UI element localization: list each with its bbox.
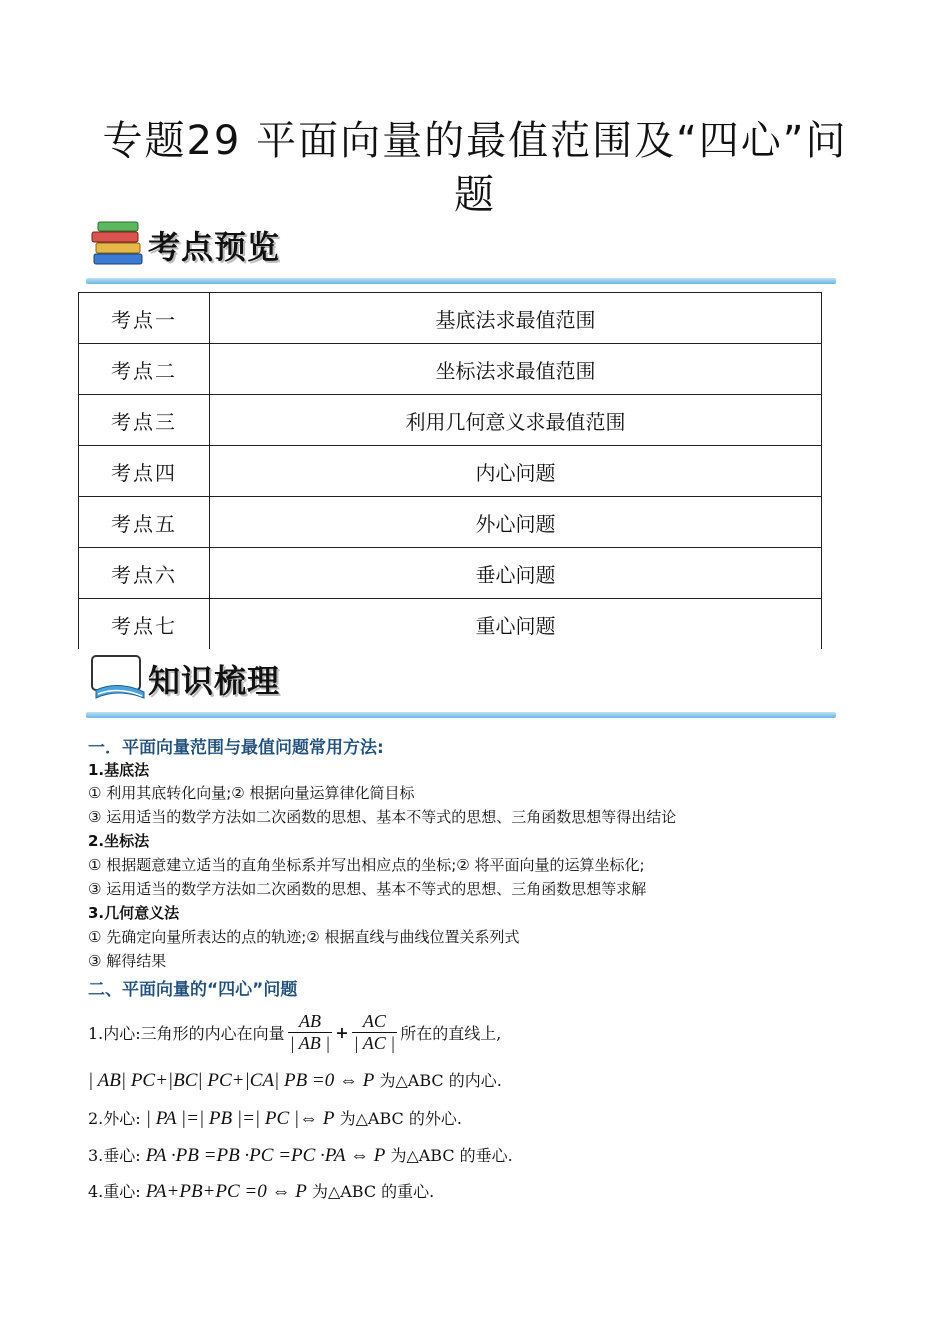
banner-knowledge bbox=[86, 648, 836, 718]
method-title-coordinate: 2.坐标法 bbox=[88, 832, 150, 850]
plus-sign: + bbox=[335, 1022, 349, 1042]
orthocenter-tail: 为△ABC 的垂心. bbox=[390, 1146, 513, 1165]
banner-knowledge-rule bbox=[86, 712, 836, 718]
fraction-ac-num: AC bbox=[352, 1011, 398, 1033]
banner-overview-rule bbox=[86, 278, 836, 284]
method-title-basis: 1.基底法 bbox=[88, 761, 150, 779]
incenter-equation: | AB| PC+|BC| PC+|CA| PB =0 ⇔ P bbox=[88, 1070, 375, 1091]
fraction-ab-num: AB bbox=[288, 1011, 333, 1033]
method-geometry-line-1: ① 先确定向量所表达的点的轨迹;② 根据直线与曲线位置关系列式 bbox=[88, 928, 520, 946]
centroid-tail: 为△ABC 的重心. bbox=[311, 1182, 435, 1201]
title-line-2: 题 bbox=[454, 172, 496, 218]
method-basis-line-2: ③ 运用适当的数学方法如二次函数的思想、基本不等式的思想、三角函数思想等得出结论 bbox=[88, 808, 677, 826]
section-heading-methods: 一．平面向量范围与最值问题常用方法: bbox=[88, 738, 384, 758]
circumcenter-condition bbox=[88, 1106, 858, 1130]
centroid-condition bbox=[88, 1179, 858, 1203]
incenter-prefix: 1.内心:三角形的内心在向量 bbox=[88, 1023, 285, 1043]
table-cell-num: 考点三 bbox=[79, 395, 210, 446]
method-title-geometry: 3.几何意义法 bbox=[88, 904, 180, 922]
table-cell-topic: 基底法求最值范围 bbox=[210, 293, 822, 344]
table-cell-num: 考点五 bbox=[79, 497, 210, 548]
fraction-ac bbox=[352, 1011, 398, 1054]
incenter-definition bbox=[88, 1004, 858, 1060]
fraction-ab bbox=[288, 1011, 333, 1054]
section-heading-four-centers: 二、平面向量的“四心”问题 bbox=[88, 980, 298, 1000]
incenter-condition bbox=[88, 1068, 858, 1092]
page-title bbox=[70, 114, 880, 222]
orthocenter-condition bbox=[88, 1143, 858, 1167]
table-cell-topic: 重心问题 bbox=[210, 599, 822, 650]
table-row bbox=[79, 497, 822, 548]
table-cell-topic: 垂心问题 bbox=[210, 548, 822, 599]
table-cell-topic: 内心问题 bbox=[210, 446, 822, 497]
banner-overview bbox=[86, 214, 836, 284]
table-row bbox=[79, 293, 822, 344]
method-geometry-line-2: ③ 解得结果 bbox=[88, 952, 167, 970]
circumcenter-equation: | PA |=| PB |=| PC |⇔ P bbox=[145, 1108, 335, 1129]
orthocenter-equation: PA ·PB =PB ·PC =PC ·PA ⇔ P bbox=[145, 1145, 386, 1166]
banner-knowledge-label: 知识梳理 bbox=[148, 662, 281, 700]
banner-overview-label: 考点预览 bbox=[148, 228, 281, 266]
table-cell-num: 考点六 bbox=[79, 548, 210, 599]
table-row bbox=[79, 599, 822, 650]
table-row bbox=[79, 395, 822, 446]
method-coordinate-line-2: ③ 运用适当的数学方法如二次函数的思想、基本不等式的思想、三角函数思想等求解 bbox=[88, 880, 647, 898]
fraction-ac-den: | AC | bbox=[353, 1032, 396, 1053]
books-icon bbox=[88, 216, 148, 272]
table-cell-topic: 外心问题 bbox=[210, 497, 822, 548]
fraction-ab-den: | AB | bbox=[289, 1032, 331, 1053]
table-cell-topic: 坐标法求最值范围 bbox=[210, 344, 822, 395]
overview-table bbox=[78, 292, 822, 649]
incenter-suffix: 所在的直线上, bbox=[400, 1023, 502, 1043]
table-row bbox=[79, 446, 822, 497]
incenter-tail: 为△ABC 的内心. bbox=[379, 1071, 502, 1090]
table-row bbox=[79, 548, 822, 599]
centroid-equation: PA+PB+PC =0 ⇔ P bbox=[145, 1181, 307, 1202]
table-cell-num: 考点二 bbox=[79, 344, 210, 395]
centroid-prefix: 4.重心: bbox=[88, 1182, 141, 1201]
title-line-1: 专题29 平面向量的最值范围及“四心”问 bbox=[102, 118, 848, 164]
circumcenter-tail: 为△ABC 的外心. bbox=[339, 1109, 462, 1128]
method-coordinate-line-1: ① 根据题意建立适当的直角坐标系并写出相应点的坐标;② 将平面向量的运算坐标化; bbox=[88, 856, 645, 874]
circumcenter-prefix: 2.外心: bbox=[88, 1109, 141, 1128]
table-row bbox=[79, 344, 822, 395]
orthocenter-prefix: 3.垂心: bbox=[88, 1146, 141, 1165]
table-cell-num: 考点七 bbox=[79, 599, 210, 650]
table-cell-num: 考点一 bbox=[79, 293, 210, 344]
table-cell-topic: 利用几何意义求最值范围 bbox=[210, 395, 822, 446]
table-cell-num: 考点四 bbox=[79, 446, 210, 497]
method-basis-line-1: ① 利用其底转化向量;② 根据向量运算律化简目标 bbox=[88, 784, 415, 802]
open-book-icon bbox=[88, 650, 148, 706]
